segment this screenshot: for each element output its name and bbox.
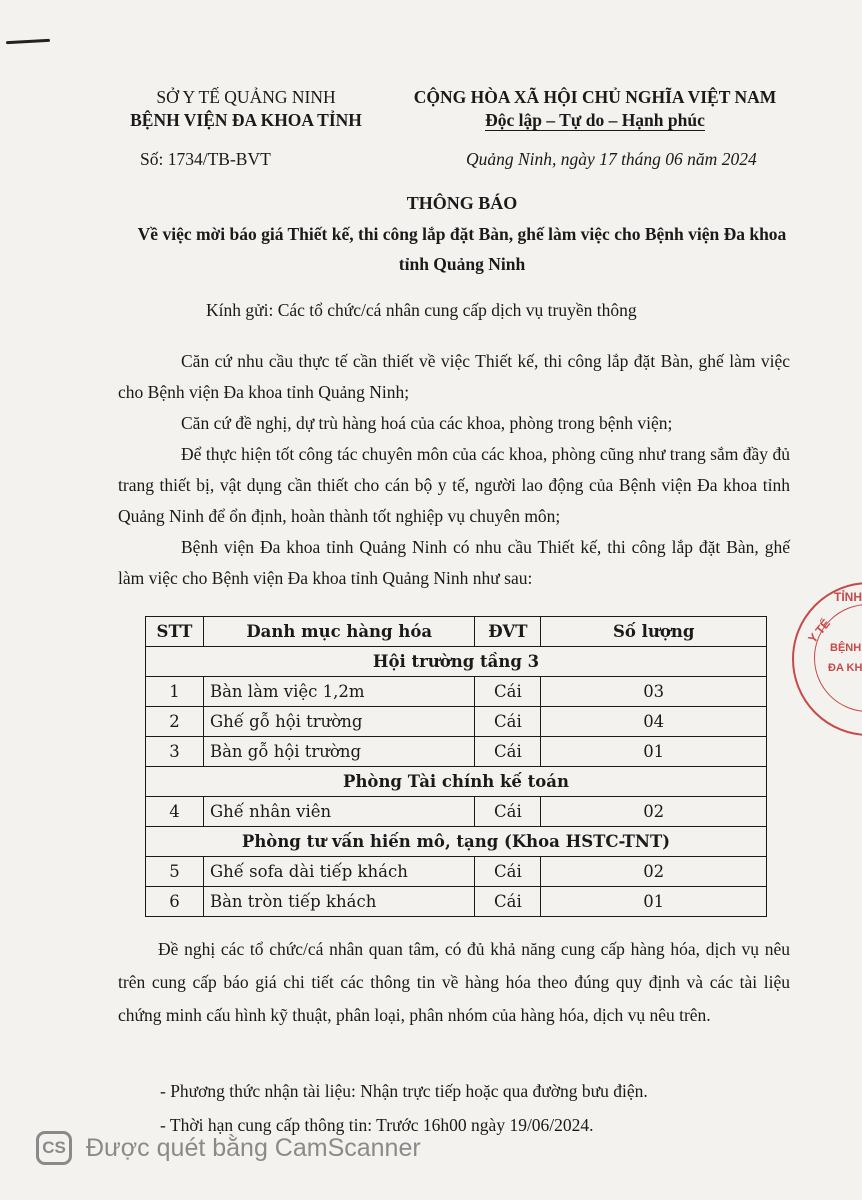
paragraph: Đề nghị các tổ chức/cá nhân quan tâm, có đủ khả năng cung cấp hàng hóa, dịch vụ nêu trên cung cấp báo giá chi tiết các thông tin về hàng hóa theo đúng quy định và các tài liệu chứng minh cấu hình kỹ thuật, phân loại, phân nhóm của hàng hóa, dịch vụ nêu trên. xyxy=(118,939,790,1025)
cell-item: Bàn tròn tiếp khách xyxy=(203,887,474,917)
national-motto: Độc lập – Tự do – Hạnh phúc xyxy=(485,110,705,130)
cell-quantity: 02 xyxy=(541,797,767,827)
cell-unit: Cái xyxy=(475,707,541,737)
goods-table xyxy=(145,616,767,917)
cell-quantity: 04 xyxy=(541,707,767,737)
pen-mark xyxy=(6,39,50,44)
camscanner-logo-icon: CS xyxy=(36,1131,72,1165)
stamp-text: ĐA KH xyxy=(828,662,862,674)
cell-quantity: 01 xyxy=(541,737,767,767)
cell-quantity: 02 xyxy=(541,857,767,887)
cell-unit: Cái xyxy=(475,857,541,887)
section-row xyxy=(146,647,767,677)
issuer-line-1: SỞ Y TẾ QUẢNG NINH xyxy=(156,87,336,107)
stamp-text: BỆNH xyxy=(830,642,862,654)
national-title: CỘNG HÒA XÃ HỘI CHỦ NGHĨA VIỆT NAM xyxy=(413,87,777,107)
document-subtitle: Về việc mời báo giá Thiết kế, thi công lắp đặt Bàn, ghế làm việc cho Bệnh viện Đa khoa tỉnh Quảng Ninh xyxy=(137,224,787,274)
body-paragraphs xyxy=(118,346,790,594)
cell-unit: Cái xyxy=(475,737,541,767)
cell-item: Bàn gỗ hội trường xyxy=(203,737,474,767)
stamp-text: TỈNH xyxy=(834,590,862,604)
table-row xyxy=(146,857,767,887)
cell-item: Ghế gỗ hội trường xyxy=(203,707,474,737)
section-name: Phòng tư vấn hiến mô, tạng (Khoa HSTC-TNT) xyxy=(146,827,767,857)
cell-stt: 1 xyxy=(146,677,204,707)
document-number: Số: 1734/TB-BVT xyxy=(140,149,271,169)
hospital-stamp xyxy=(792,582,862,736)
cell-stt: 5 xyxy=(146,857,204,887)
paragraph: Căn cứ nhu cầu thực tế cần thiết về việc Thiết kế, thi công lắp đặt Bàn, ghế làm việc cho Bệnh viện Đa khoa tỉnh Quảng Ninh; xyxy=(118,351,790,402)
closing-paragraph xyxy=(118,933,790,1032)
section-name: Hội trường tầng 3 xyxy=(146,647,767,677)
cell-item: Ghế sofa dài tiếp khách xyxy=(203,857,474,887)
cell-unit: Cái xyxy=(475,677,541,707)
paragraph: Để thực hiện tốt công tác chuyên môn của các khoa, phòng cũng như trang sắm đầy đủ trang thiết bị, vật dụng cần thiết cho cán bộ y tế, người lao động của Bệnh viện Đa khoa tỉnh Quảng Ninh để ổn định, hoàn thành tốt nghiệp vụ chuyên môn; xyxy=(118,444,790,526)
col-header-unit: ĐVT xyxy=(475,617,541,647)
issuer-line-2: BỆNH VIỆN ĐA KHOA TỈNH xyxy=(130,110,362,130)
cell-quantity: 03 xyxy=(541,677,767,707)
cell-item: Bàn làm việc 1,2m xyxy=(203,677,474,707)
national-header xyxy=(390,86,800,132)
cell-stt: 3 xyxy=(146,737,204,767)
bullet-item: - Thời hạn cung cấp thông tin: Trước 16h00 ngày 19/06/2024. xyxy=(160,1115,594,1135)
section-row xyxy=(146,767,767,797)
col-header-quantity: Số lượng xyxy=(541,617,767,647)
cell-unit: Cái xyxy=(475,797,541,827)
cell-stt: 2 xyxy=(146,707,204,737)
table-row xyxy=(146,797,767,827)
col-header-stt: STT xyxy=(146,617,204,647)
table-row xyxy=(146,707,767,737)
table-row xyxy=(146,737,767,767)
section-row xyxy=(146,827,767,857)
issuer-header xyxy=(112,86,380,132)
table-header-row xyxy=(146,617,767,647)
bullet-list xyxy=(160,1074,648,1142)
cell-item: Ghế nhân viên xyxy=(203,797,474,827)
cell-stt: 4 xyxy=(146,797,204,827)
section-name: Phòng Tài chính kế toán xyxy=(146,767,767,797)
camscanner-watermark: Được quét bằng CamScanner xyxy=(86,1134,421,1162)
paragraph: Căn cứ đề nghị, dự trù hàng hoá của các khoa, phòng trong bệnh viện; xyxy=(181,413,673,433)
col-header-item: Danh mục hàng hóa xyxy=(203,617,474,647)
place-date: Quảng Ninh, ngày 17 tháng 06 năm 2024 xyxy=(466,149,757,169)
document-title: THÔNG BÁO xyxy=(406,193,518,213)
bullet-item: - Phương thức nhận tài liệu: Nhận trực tiếp hoặc qua đường bưu điện. xyxy=(160,1081,648,1101)
cell-quantity: 01 xyxy=(541,887,767,917)
stamp-text: Y TẾ xyxy=(805,616,834,646)
recipient-line: Kính gửi: Các tổ chức/cá nhân cung cấp dịch vụ truyền thông xyxy=(206,300,637,320)
cell-unit: Cái xyxy=(475,887,541,917)
table-row xyxy=(146,887,767,917)
paragraph: Bệnh viện Đa khoa tỉnh Quảng Ninh có nhu cầu Thiết kế, thi công lắp đặt Bàn, ghế làm việc cho Bệnh viện Đa khoa tỉnh Quảng Ninh như sau: xyxy=(118,537,790,588)
table-row xyxy=(146,677,767,707)
cell-stt: 6 xyxy=(146,887,204,917)
